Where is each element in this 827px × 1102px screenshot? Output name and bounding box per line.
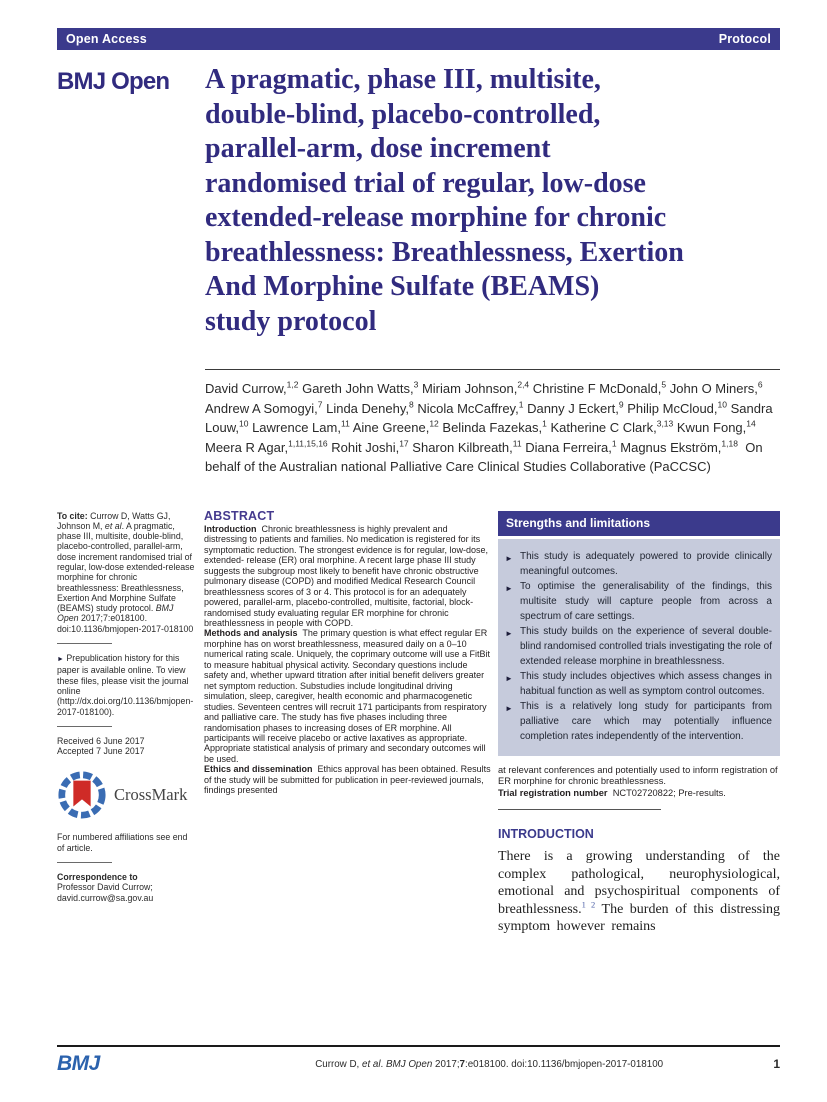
introduction-heading: INTRODUCTION [498, 827, 594, 842]
footer-rule [57, 1045, 780, 1047]
right-column [498, 511, 780, 1000]
strengths-bullet [505, 579, 772, 624]
strengths-bullet-text: To optimise the generalisability of the findings, this multisite study will capture people from across a spectrum of care settings. [520, 580, 772, 622]
correspondence-block [57, 872, 197, 903]
abstract-continuation: at relevant conferences and potentially used to inform registration of ER morphine for chronic breathlessness. [498, 764, 778, 787]
masthead [57, 63, 780, 339]
arrow-bullet-icon: ► [505, 628, 513, 638]
strengths-body [498, 539, 780, 756]
reference-superscript: 1 2 [581, 899, 596, 910]
abstract-sections [204, 524, 491, 796]
trial-registration-label: Trial registration number [498, 787, 608, 798]
received-date: Received 6 June 2017 [57, 735, 145, 746]
abstract-heading: ABSTRACT [204, 508, 275, 523]
protocol-label: Protocol [718, 32, 771, 46]
crossmark-badge [57, 770, 197, 820]
strengths-bullet [505, 699, 772, 744]
affiliations-note: For numbered affiliations see end of article. [57, 832, 188, 853]
abstract-section: Ethics and dissemination Ethics approval has been obtained. Results of the study will be submitted for publication in peer-reviewed journals, findings presented [204, 764, 491, 796]
strengths-bullet-text: This is a relatively long study for participants from palliative care which may potentially influence completion rates independently of the intervention. [520, 700, 772, 742]
correspondence-text: Professor David Currow; david.currow@sa.gov.au [57, 882, 154, 903]
left-sidebar [57, 511, 197, 1000]
bmj-logo: BMJ [57, 1052, 100, 1075]
abstract-section: Introduction Chronic breathlessness is highly prevalent and distressing to patients and families. No medication is registered for its symptomatic reduction. The strongest evidence is for regular, low-dose, extended- release (ER) oral morphine. A recent large phase III study suggests the subgroup most likely to benefit have chronic obstructive pulmonary disease (COPD) and modified Medical Research Council breathlessness scores of 3 or 4. This protocol is for an adequately powered, parallel-arm, placebo-controlled, multisite, factorial, block-randomised study evaluating regular ER morphine for chronic breathlessness in people with COPD. [204, 523, 488, 629]
introduction-paragraph: There is a growing understanding of the complex pathological, neurophysiological, emotional and psychospiritual components of breathlessness.$^{1 2}$ The burden of this distressing symptom however remains [498, 849, 781, 935]
sidebar-divider [57, 726, 112, 727]
authors-block [205, 369, 780, 477]
trial-registration-value: NCT02720822; Pre-results. [612, 787, 726, 798]
arrow-bullet-icon: ► [505, 673, 513, 683]
article-title: A pragmatic, phase III, multisite, double-blind, placebo-controlled, parallel-arm, dose increment randomised trial of regular, low-dose extended-release morphine for chronic breathlessness: Breathlessness, Exertion And Morphine Sulfate (BEAMS) study protocol [205, 64, 684, 337]
sidebar-divider [57, 862, 112, 863]
strengths-bullet-text: This study includes objectives which assess changes in habitual function as well as symptom control outcomes. [520, 670, 772, 697]
page-footer [57, 1045, 780, 1076]
page-number: 1 [773, 1057, 780, 1071]
sidebar-divider [57, 643, 112, 644]
to-cite-block [57, 511, 197, 635]
strengths-bullet-text: This study is adequately powered to provide clinically meaningful outcomes. [520, 550, 772, 577]
trial-registration-line [498, 788, 780, 800]
abstract-column [204, 508, 491, 1000]
crossmark-icon [57, 770, 107, 820]
strengths-bullet-text: This study builds on the experience of several double-blind randomised controlled trials investigating the role of extended release morphine in breathlessness. [520, 625, 772, 667]
content-columns [57, 508, 781, 1000]
correspondence-label: Correspondence to [57, 872, 138, 883]
prepublication-text: Prepublication history for this paper is available online. To view these files, please visit the journal online (http://dx.doi.org/10.1136/bmjopen-2017-018100). [57, 653, 194, 717]
top-banner [57, 28, 780, 50]
prepublication-note [57, 653, 197, 717]
strengths-heading: Strengths and limitations [498, 511, 780, 536]
arrow-bullet-icon: ► [505, 553, 513, 563]
dates-block [57, 736, 197, 757]
journal-logo: BMJ Open [57, 68, 170, 95]
strengths-list [505, 549, 772, 744]
section-divider [498, 809, 661, 810]
open-access-label: Open Access [66, 32, 147, 46]
strengths-bullet [505, 624, 772, 669]
arrow-bullet-icon: ► [505, 583, 513, 593]
accepted-date: Accepted 7 June 2017 [57, 746, 145, 757]
strengths-box [498, 511, 780, 756]
to-cite-text: Currow D, Watts GJ, Johnson M, et al. A pragmatic, phase III, multisite, double-blind, placebo-controlled, parallel-arm, dose increment randomised trial of regular, low-dose extended-release morphine for chronic breathlessness: Breathlessness, Exertion And Morphine Sulfate (BEAMS) study protocol. BMJ Open 2017;7:e018100. doi:10.1136/bmjopen-2017-018100 [57, 510, 195, 634]
footer-citation: Currow D, et al. BMJ Open 2017;7:e018100. doi:10.1136/bmjopen-2017-018100 [315, 1058, 664, 1070]
abstract-section: Methods and analysis The primary question is what effect regular ER morphine has on worst breathlessness, measured daily on a 0–10 numerical rating scale. Uniquely, the coprimary outcome will use a FitBit to measure habitual physical activity. Secondary questions include safety and, whether upward titration after initial benefit delivers greater net symptom reduction. Substudies include longitudinal driving simulation, sleep, caregiver, health economic and pharmacogenetic studies. Seventeen centres will recruit 171 participants from respiratory and palliative care. The study has five phases including three randomisation phases to increasing doses of ER morphine. All participants will receive placebo or active laxatives as appropriate. Appropriate statistical analysis of primary and secondary outcomes will be used. [204, 628, 490, 764]
arrow-bullet-icon: ► [505, 703, 513, 713]
to-cite-label: To cite: [57, 510, 88, 521]
strengths-bullet [505, 669, 772, 699]
author-list: David Currow,$^{1,2}$ Gareth John Watts,$^3$ Miriam Johnson,$^{2,4}$ Christine F McDonald,$^5$ John O Miners,$^6$ Andrew A Somogyi,$^7$ Linda Denehy,$^8$ Nicola McCaffrey,$^1$ Danny J Eckert,$^9$ Philip McCloud,$^{10}$ Sandra Louw,$^{10}$ Lawrence Lam,$^{11}$ Aine Greene,$^{12}$ Belinda Fazekas,$^1$ Katherine C Clark,$^{3,13}$ Kwun Fong,$^{14}$ Meera R Agar,$^{1,11,15,16}$ Rohit Joshi,$^{17}$ Sharon Kilbreath,$^{11}$ Diana Ferreira,$^1$ Magnus Ekström,$^{1,18}$ On behalf of the Australian national Palliative Care Clinical Studies Collaborative (PaCCSC) [205, 379, 773, 474]
arrow-bullet-icon: ► [57, 656, 64, 664]
crossmark-label: CrossMark [114, 785, 188, 805]
strengths-bullet [505, 549, 772, 579]
